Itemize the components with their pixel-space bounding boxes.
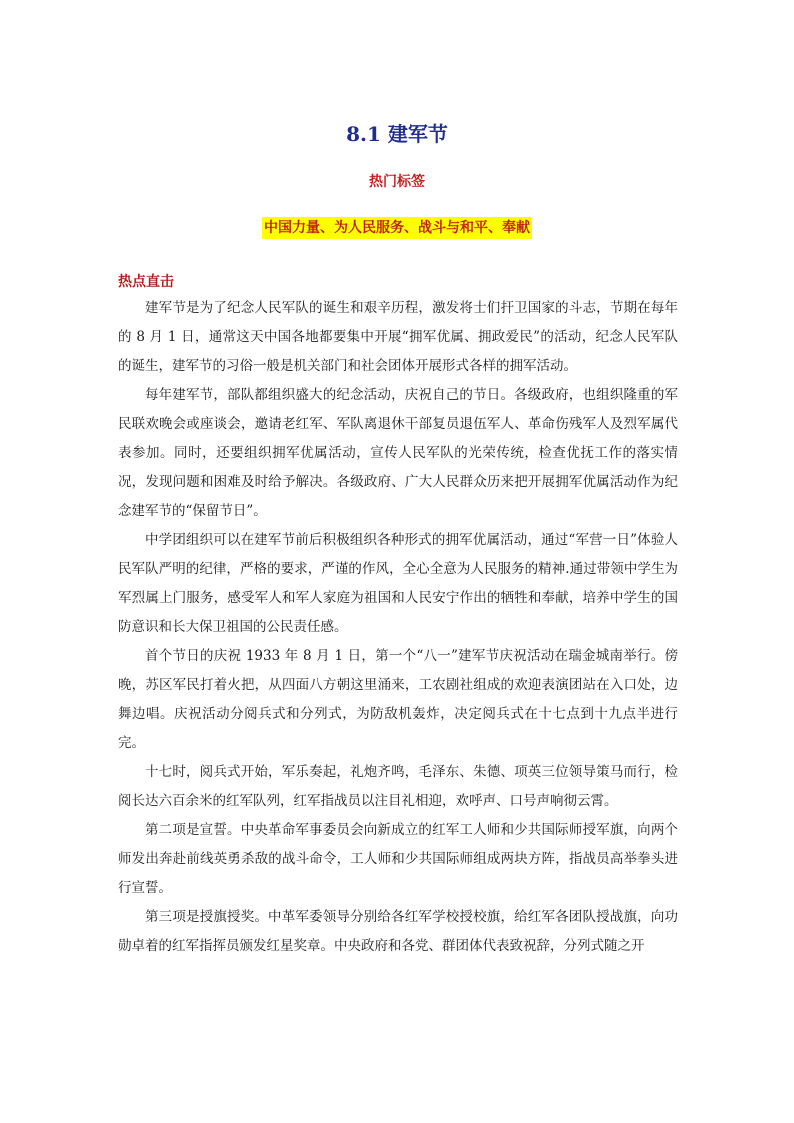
paragraph-1: 建军节是为了纪念人民军队的诞生和艰辛历程，激发将士们扞卫国家的斗志，节期在每年的 8 月 1 日，通常这天中国各地都要集中开展“拥军优属、拥政爱民”的活动，纪念人民军队的诞生，建军节的习俗一般是机关部门和社会团体开展形式各样的拥军活动。	[118, 300, 678, 374]
paragraph-6: 第二项是宣誓。中央革命军事委员会向新成立的红军工人师和少共国际师授军旗，向两个师发出奔赴前线英勇杀敌的战斗命令，工人师和少共国际师组成两块方阵，指战员高举拳头进行宣誓。	[118, 822, 678, 896]
paragraph-4: 首个节日的庆祝 1933 年 8 月 1 日，第一个“八一”建军节庆祝活动在瑞金城南举行。傍晚，苏区军民打着火把，从四面八方朝这里涌来，工农剧社组成的欢迎表演团站在入口处，边舞边唱。庆祝活动分阅兵式和分列式，为防敌机轰炸，决定阅兵式在十七点到十九点半进行完。	[118, 648, 678, 751]
body-text	[118, 294, 678, 961]
tags-line-wrapper	[0, 217, 794, 239]
paragraph-3: 中学团组织可以在建军节前后积极组织各种形式的拥军优属活动，通过“军营一日”体验人民军队严明的纪律，严格的要求，严谨的作风，全心全意为人民服务的精神.通过带领中学生为军烈属上门服务，感受军人和军人家庭为祖国和人民安宁作出的牺牲和奉献，培养中学生的国防意识和长大保卫祖国的公民责任感。	[118, 532, 678, 635]
paragraph-5: 十七时，阅兵式开始，军乐奏起，礼炮齐鸣，毛泽东、朱德、项英三位领导策马而行，检阅长达六百余米的红军队列，红军指战员以注目礼相迎，欢呼声、口号声响彻云霄。	[118, 764, 678, 809]
page-title: 8.1 建军节	[346, 122, 448, 146]
paragraph-2: 每年建军节，部队都组织盛大的纪念活动，庆祝自己的节日。各级政府，也组织隆重的军民联欢晚会或座谈会，邀请老红军、军队离退休干部复员退伍军人、革命伤残军人及烈军属代表参加。同时，还要组织拥军优属活动，宣传人民军队的光荣传统，检查优抚工作的落实情况，发现问题和困难及时给予解决。各级政府、广大人民群众历来把开展拥军优属活动作为纪念建军节的“保留节日”。	[118, 387, 678, 519]
paragraph-7: 第三项是授旗授奖。中革军委领导分别给各红军学校授校旗，给红军各团队授战旗，向功勋卓着的红军指挥员颁发红星奖章。中央政府和各党、群团体代表致祝辞，分列式随之开	[118, 909, 678, 954]
section-heading: 热点直击	[118, 274, 174, 290]
tag-heading: 热门标签	[369, 174, 425, 190]
tags-line: 中国力量、为人民服务、战斗与和平、奉献	[262, 217, 532, 239]
